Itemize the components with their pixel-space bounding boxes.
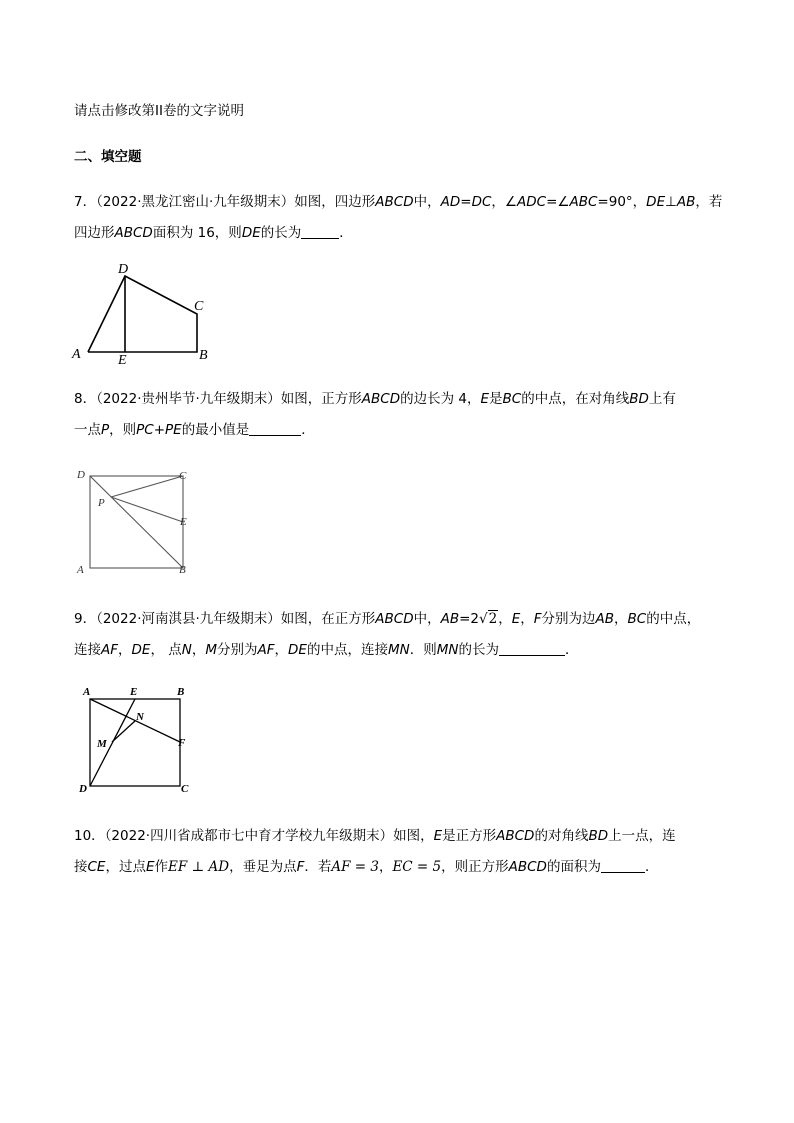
- q9-var: DE: [131, 642, 151, 658]
- q7-line2: [74, 223, 353, 243]
- q7-text: 如图，四边形: [294, 194, 376, 210]
- q8-text: 的中点，在对角线: [521, 391, 630, 407]
- q7-text: ，∠: [491, 194, 517, 210]
- q7-var: ADC: [517, 194, 547, 210]
- q7-text: 面积为 16，则: [152, 225, 242, 241]
- q9-line1: [74, 609, 700, 629]
- q9-line2: [74, 640, 578, 660]
- q9-text: ．则: [409, 642, 437, 658]
- q8-text: 上有: [648, 391, 676, 407]
- q7-label-b: B: [199, 348, 208, 363]
- q10-source: （2022·四川省成都市七中育才学校九年级期末）: [104, 828, 394, 844]
- section-title: 二、填空题: [74, 149, 142, 165]
- q8-text: 的最小值是: [181, 422, 250, 438]
- q9-text: ，: [118, 642, 132, 658]
- q9-var: AB: [440, 611, 460, 627]
- q7-figure: [66, 258, 226, 368]
- q10-text: ．: [644, 859, 659, 875]
- q9-label-d: D: [79, 783, 87, 795]
- q8-var: BC: [502, 391, 522, 407]
- q9-segment-mn: [112, 721, 135, 742]
- q7-text: 的长为: [260, 225, 302, 241]
- q9-var: AB: [595, 611, 615, 627]
- q9-figure: [74, 680, 204, 796]
- sqrt-symbol: √2: [479, 611, 498, 627]
- q10-text: 作: [154, 859, 168, 875]
- q8-text: 的边长为 4，: [400, 391, 481, 407]
- q9-label-a: A: [83, 686, 91, 698]
- q8-var: PC+PE: [136, 422, 182, 438]
- q10-math: EC = 5: [392, 859, 442, 875]
- q9-var: DE: [288, 642, 307, 658]
- q10-text: ，则正方形: [441, 859, 509, 875]
- q7-text: ⊥: [665, 194, 677, 210]
- q10-var: CE: [87, 859, 106, 875]
- q9-text: ．: [564, 642, 579, 658]
- q8-var: E: [480, 391, 490, 407]
- q8-var: ABCD: [361, 391, 401, 407]
- q9-var: N: [181, 642, 192, 658]
- q7-label-a: A: [72, 347, 81, 362]
- q9-text: 中，: [413, 611, 441, 627]
- q8-text: ．: [301, 422, 315, 438]
- q7-text: =∠: [546, 194, 570, 210]
- q10-var: E: [433, 828, 443, 844]
- q8-answer-blank[interactable]: [249, 421, 301, 436]
- q7-answer-blank[interactable]: [301, 224, 339, 239]
- q7-text: ，若: [695, 194, 723, 210]
- q10-var: F: [296, 859, 305, 875]
- q7-var: AD=DC: [440, 194, 492, 210]
- q10-var: BD: [588, 828, 609, 844]
- q9-text: ， 点: [150, 642, 182, 658]
- q7-quadrilateral: [88, 276, 197, 352]
- q10-text: 的对角线: [534, 828, 589, 844]
- q9-text: 的中点，连接: [306, 642, 388, 658]
- q8-text: ，则: [109, 422, 137, 438]
- q9-text: 的中点，: [646, 611, 701, 627]
- q10-number: 10．: [74, 828, 105, 844]
- q8-label-d: D: [77, 469, 85, 481]
- q9-text: 分别为边: [541, 611, 596, 627]
- q7-text: 中，: [413, 194, 441, 210]
- q10-text: 接: [74, 859, 88, 875]
- q9-text: ，: [191, 642, 206, 658]
- q7-var: DE: [241, 225, 261, 241]
- q8-var: P: [101, 422, 110, 438]
- q7-var: AB: [676, 194, 696, 210]
- q7-label-e: E: [118, 353, 127, 368]
- q7-label-d: D: [118, 262, 129, 277]
- q9-text: 连接: [74, 642, 101, 658]
- q9-label-e: E: [130, 686, 138, 698]
- section-note: 请点击修改第II卷的文字说明: [74, 103, 244, 119]
- q9-answer-blank[interactable]: [499, 641, 565, 656]
- q9-number: 9．: [74, 611, 97, 627]
- q8-var: BD: [629, 391, 649, 407]
- q10-text: 是正方形: [442, 828, 497, 844]
- q8-line2: [74, 420, 315, 440]
- q8-number: 8．: [74, 391, 97, 407]
- q8-text: 如图，正方形: [280, 391, 362, 407]
- q9-var: MN: [436, 642, 459, 658]
- q9-text: ，: [614, 611, 628, 627]
- q9-text: 的长为: [458, 642, 499, 658]
- q7-var: ABC: [569, 194, 598, 210]
- q9-label-n: N: [136, 711, 144, 723]
- q7-var: ABCD: [114, 225, 153, 241]
- q9-text: 如图，在正方形: [280, 611, 376, 627]
- q8-label-e: E: [180, 516, 187, 528]
- q7-text: =90°，: [597, 194, 647, 210]
- q10-line1: [74, 826, 676, 846]
- q10-text: ，垂足为点: [229, 859, 297, 875]
- q10-text: ，: [378, 859, 393, 875]
- q8-label-b: B: [179, 564, 186, 576]
- q8-text: 是: [489, 391, 503, 407]
- q9-var: AF: [101, 642, 119, 658]
- q10-line2: [74, 857, 658, 877]
- q8-segment-pe: [111, 497, 183, 522]
- q9-text: =2: [459, 611, 480, 627]
- q10-text: 上一点，连: [608, 828, 676, 844]
- q9-var: F: [533, 611, 542, 627]
- q8-text: 一点: [74, 422, 101, 438]
- q7-text: 四边形: [74, 225, 115, 241]
- q8-line1: [74, 389, 676, 409]
- q9-text: ，: [274, 642, 289, 658]
- q9-source: （2022·河南淇县·九年级期末）: [96, 611, 281, 627]
- q9-label-c: C: [181, 783, 189, 795]
- q8-segment-pc: [111, 476, 183, 497]
- q9-label-m: M: [97, 738, 107, 750]
- q9-sqrt-value: 2: [488, 611, 498, 627]
- q10-text: 的面积为: [546, 859, 601, 875]
- q10-math: AF = 3: [331, 859, 379, 875]
- q8-figure: [72, 466, 202, 578]
- q8-label-c: C: [179, 470, 187, 482]
- q7-label-c: C: [194, 299, 204, 314]
- q9-var: MN: [387, 642, 410, 658]
- q8-source: （2022·贵州毕节·九年级期末）: [96, 391, 281, 407]
- q9-text: 分别为: [217, 642, 258, 658]
- q7-text: ．: [339, 225, 353, 241]
- q9-var: E: [511, 611, 521, 627]
- q7-number: 7．: [74, 194, 97, 210]
- q8-label-a: A: [77, 564, 84, 576]
- q7-var: DE: [646, 194, 666, 210]
- q9-var: AF: [257, 642, 275, 658]
- q8-label-p: P: [98, 497, 105, 509]
- q10-var: E: [145, 859, 155, 875]
- q9-text: ，: [520, 611, 534, 627]
- q7-line1: [74, 192, 722, 212]
- q7-source: （2022·黑龙江密山·九年级期末）: [96, 194, 295, 210]
- q9-var: BC: [627, 611, 647, 627]
- q9-var: M: [205, 642, 218, 658]
- q10-var: ABCD: [508, 859, 547, 875]
- q10-math: EF ⊥ AD: [168, 859, 230, 875]
- q7-var: ABCD: [375, 194, 414, 210]
- q9-text: ，: [498, 611, 512, 627]
- q9-var: ABCD: [375, 611, 414, 627]
- q10-text: ．若: [304, 859, 332, 875]
- q9-segment-af: [90, 699, 180, 742]
- q10-var: ABCD: [496, 828, 535, 844]
- q10-text: ，过点: [105, 859, 146, 875]
- q10-text: 如图，: [393, 828, 434, 844]
- q9-label-b: B: [177, 686, 185, 698]
- q10-answer-blank[interactable]: [601, 858, 645, 873]
- q9-label-f: F: [178, 737, 186, 749]
